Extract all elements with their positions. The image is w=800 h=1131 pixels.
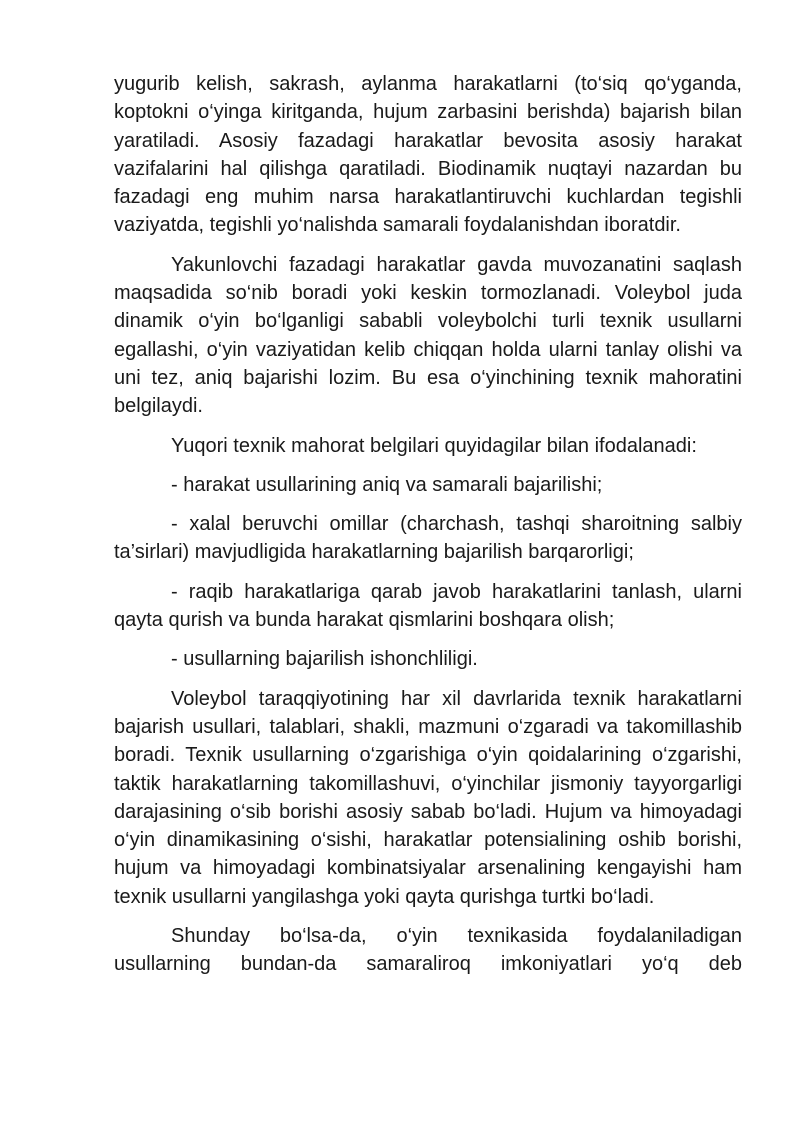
list-item-accuracy: - harakat usullarining aniq va samarali bajarilishi;: [171, 473, 603, 496]
paragraph-final-phase: Yakunlovchi fazadagi harakatlar gavda muvozanatini saqlash maqsadida so‘nib boradi yoki keskin tormozlanadi. Voleybol juda dinamik o‘yin bo‘lganligi sababli voleybolchi turli texnik usullarni egallashi, o‘yin vaziyatidan kelib chiqqan holda ularni tanlay olishi va uni tez, aniq bajarishi lozim. Bu esa o‘yinchining texnik mahoratini belgilaydi.: [114, 253, 742, 418]
paragraph-continuation: yugurib kelish, sakrash, aylanma harakatlarni (to‘siq qo‘yganda, koptokni o‘yinga kiritganda, hujum zarbasini berishda) bajarish bilan yaratiladi. Asosiy fazadagi harakatlar bevosita asosiy harakat vazifalarini hal qilishga qaratiladi. Biodinamik nuqtayi nazardan bu fazadagi eng muhim narsa harakatlantiruvchi kuchlardan tegishli vaziyatda, tegishli yo‘nalishda samarali foydalanishdan iboratdir.: [114, 73, 742, 237]
document-page: [114, 70, 742, 990]
paragraph-development: Voleybol taraqqiyotining har xil davrlarida texnik harakatlarni bajarish usullari, talablari, shakli, mazmuni o‘zgaradi va takomillashib boradi. Texnik usullarning o‘zgarishiga o‘yin qoidalarining o‘zgarishi, taktik harakatlarning takomillashuvi, o‘yinchilar jismoniy tayyorgarligi darajasining o‘sib borishi asosiy sabab bo‘ladi. Hujum va himoyadagi o‘yin dinamikasining o‘sishi, harakatlar potensialining oshib borishi, hujum va himoyadagi kombinatsiyalar arsenalining kengayishi ham texnik usullarni yangilashga yoki qayta qurishga turtki bo‘ladi.: [114, 687, 742, 908]
paragraph-trailing: Shunday bo‘lsa-da, o‘yin texnikasida foydalaniladigan usullarning bundan-da samaraliroq imkoniyatlari yo‘q deb: [114, 925, 742, 976]
list-item-stability: - xalal beruvchi omillar (charchash, tashqi sharoitning salbiy ta’sirlari) mavjudligida harakatlarning bajarilish barqarorligi;: [114, 513, 742, 564]
list-item-reliability: - usullarning bajarilish ishonchliligi.: [171, 648, 478, 671]
paragraph-skill-intro: Yuqori texnik mahorat belgilari quyidagilar bilan ifodalanadi:: [171, 434, 697, 457]
list-item-response: - raqib harakatlariga qarab javob harakatlarini tanlash, ularni qayta qurish va bunda harakat qismlarini boshqara olish;: [114, 580, 742, 632]
